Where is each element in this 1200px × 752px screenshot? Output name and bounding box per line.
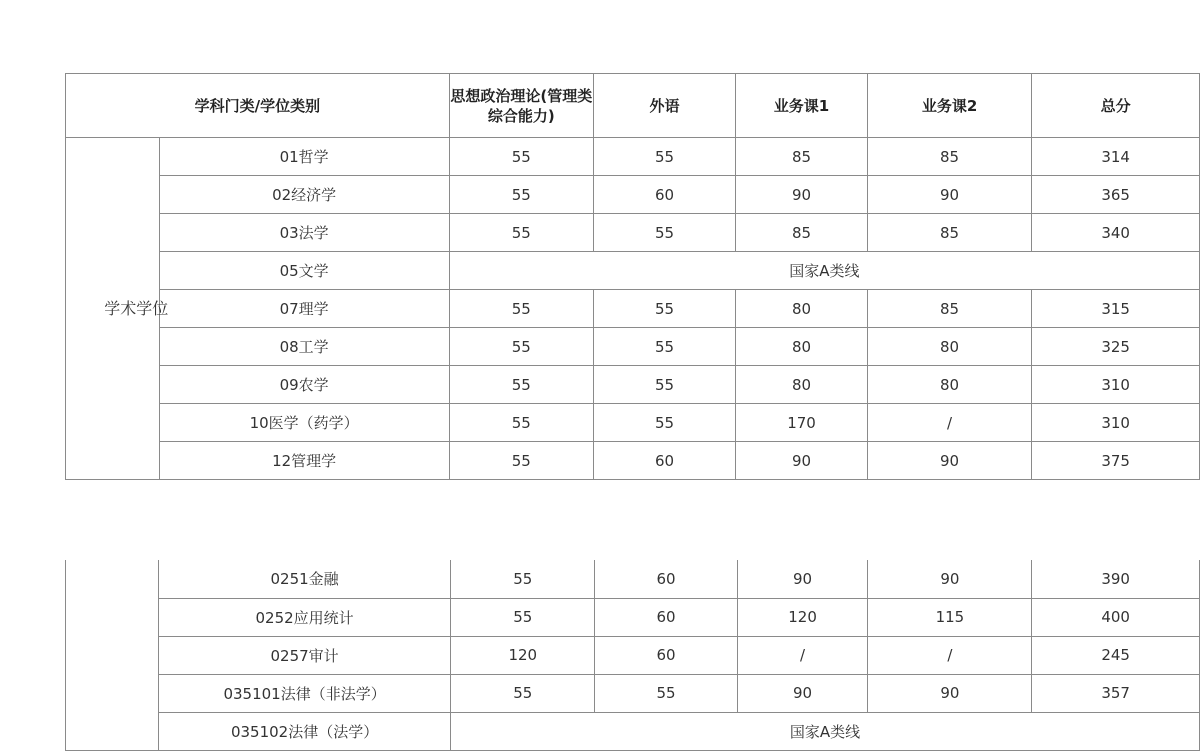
score-table-academic: [65, 73, 1200, 480]
total-score: 357: [1032, 674, 1200, 712]
header-course1: 业务课1: [736, 74, 868, 138]
foreign-score: 55: [593, 366, 735, 404]
foreign-score: 55: [593, 328, 735, 366]
course1-score: 80: [736, 328, 868, 366]
politics-score: 55: [451, 674, 595, 712]
score-table-professional: [65, 560, 1200, 751]
national-line-note: 国家A类线: [451, 712, 1200, 750]
course1-score: 85: [736, 214, 868, 252]
foreign-score: 55: [595, 674, 737, 712]
table-row: [66, 404, 1200, 442]
header-total: 总分: [1032, 74, 1200, 138]
table-row: [66, 598, 1200, 636]
discipline-name: 01哲学: [159, 138, 449, 176]
course1-score: 85: [736, 138, 868, 176]
course2-score: 90: [868, 560, 1032, 598]
discipline-name: 02经济学: [159, 176, 449, 214]
politics-score: 120: [451, 636, 595, 674]
politics-score: 55: [449, 404, 593, 442]
table-row: [66, 560, 1200, 598]
total-score: 315: [1032, 290, 1200, 328]
foreign-score: 55: [593, 404, 735, 442]
course2-score: 85: [867, 138, 1032, 176]
total-score: 390: [1032, 560, 1200, 598]
total-score: 400: [1032, 598, 1200, 636]
politics-score: 55: [451, 560, 595, 598]
discipline-name: 05文学: [159, 252, 449, 290]
table-row: [66, 252, 1200, 290]
header-category: 学科门类/学位类别: [66, 74, 450, 138]
course2-score: 90: [867, 176, 1032, 214]
foreign-score: 60: [595, 598, 737, 636]
discipline-name: 03法学: [159, 214, 449, 252]
total-score: 375: [1032, 442, 1200, 480]
discipline-name: 09农学: [159, 366, 449, 404]
discipline-name: 0257审计: [159, 636, 451, 674]
course1-score: 170: [736, 404, 868, 442]
course1-score: 90: [737, 560, 868, 598]
course1-score: /: [737, 636, 868, 674]
politics-score: 55: [449, 176, 593, 214]
course1-score: 90: [736, 176, 868, 214]
foreign-score: 60: [595, 636, 737, 674]
total-score: 325: [1032, 328, 1200, 366]
politics-score: 55: [449, 328, 593, 366]
politics-score: 55: [449, 442, 593, 480]
total-score: 310: [1032, 366, 1200, 404]
table-row: [66, 176, 1200, 214]
total-score: 340: [1032, 214, 1200, 252]
table-row: [66, 290, 1200, 328]
table-row: [66, 442, 1200, 480]
course1-score: 90: [737, 674, 868, 712]
course1-score: 90: [736, 442, 868, 480]
course2-score: 90: [868, 674, 1032, 712]
course2-score: 85: [867, 214, 1032, 252]
table-row: [66, 138, 1200, 176]
politics-score: 55: [451, 598, 595, 636]
discipline-name: 08工学: [159, 328, 449, 366]
foreign-score: 55: [593, 214, 735, 252]
course1-score: 80: [736, 290, 868, 328]
discipline-name: 12管理学: [159, 442, 449, 480]
discipline-name: 10医学（药学）: [159, 404, 449, 442]
professional-group-cell: [66, 560, 159, 750]
politics-score: 55: [449, 138, 593, 176]
table-row: [66, 674, 1200, 712]
course2-score: 80: [867, 328, 1032, 366]
table-row: [66, 328, 1200, 366]
course2-score: /: [867, 404, 1032, 442]
national-line-note: 国家A类线: [449, 252, 1199, 290]
course2-score: 80: [867, 366, 1032, 404]
politics-score: 55: [449, 290, 593, 328]
course2-score: 85: [867, 290, 1032, 328]
course2-score: 115: [868, 598, 1032, 636]
table-row: [66, 366, 1200, 404]
header-politics: 思想政治理论(管理类综合能力): [449, 74, 593, 138]
politics-score: 55: [449, 214, 593, 252]
academic-degree-group-label: 学术学位: [66, 138, 160, 480]
table-row: [66, 214, 1200, 252]
discipline-name: 0252应用统计: [159, 598, 451, 636]
total-score: 245: [1032, 636, 1200, 674]
course2-score: /: [868, 636, 1032, 674]
table-row: [66, 636, 1200, 674]
table-header-row: [66, 74, 1200, 138]
foreign-score: 60: [593, 176, 735, 214]
course1-score: 80: [736, 366, 868, 404]
foreign-score: 55: [593, 138, 735, 176]
header-foreign-language: 外语: [593, 74, 735, 138]
discipline-name: 07理学: [159, 290, 449, 328]
total-score: 310: [1032, 404, 1200, 442]
foreign-score: 60: [593, 442, 735, 480]
total-score: 365: [1032, 176, 1200, 214]
table-row: [66, 712, 1200, 750]
header-course2: 业务课2: [867, 74, 1032, 138]
politics-score: 55: [449, 366, 593, 404]
course2-score: 90: [867, 442, 1032, 480]
foreign-score: 60: [595, 560, 737, 598]
foreign-score: 55: [593, 290, 735, 328]
total-score: 314: [1032, 138, 1200, 176]
discipline-name: 0251金融: [159, 560, 451, 598]
discipline-name: 035101法律（非法学）: [159, 674, 451, 712]
discipline-name: 035102法律（法学）: [159, 712, 451, 750]
course1-score: 120: [737, 598, 868, 636]
